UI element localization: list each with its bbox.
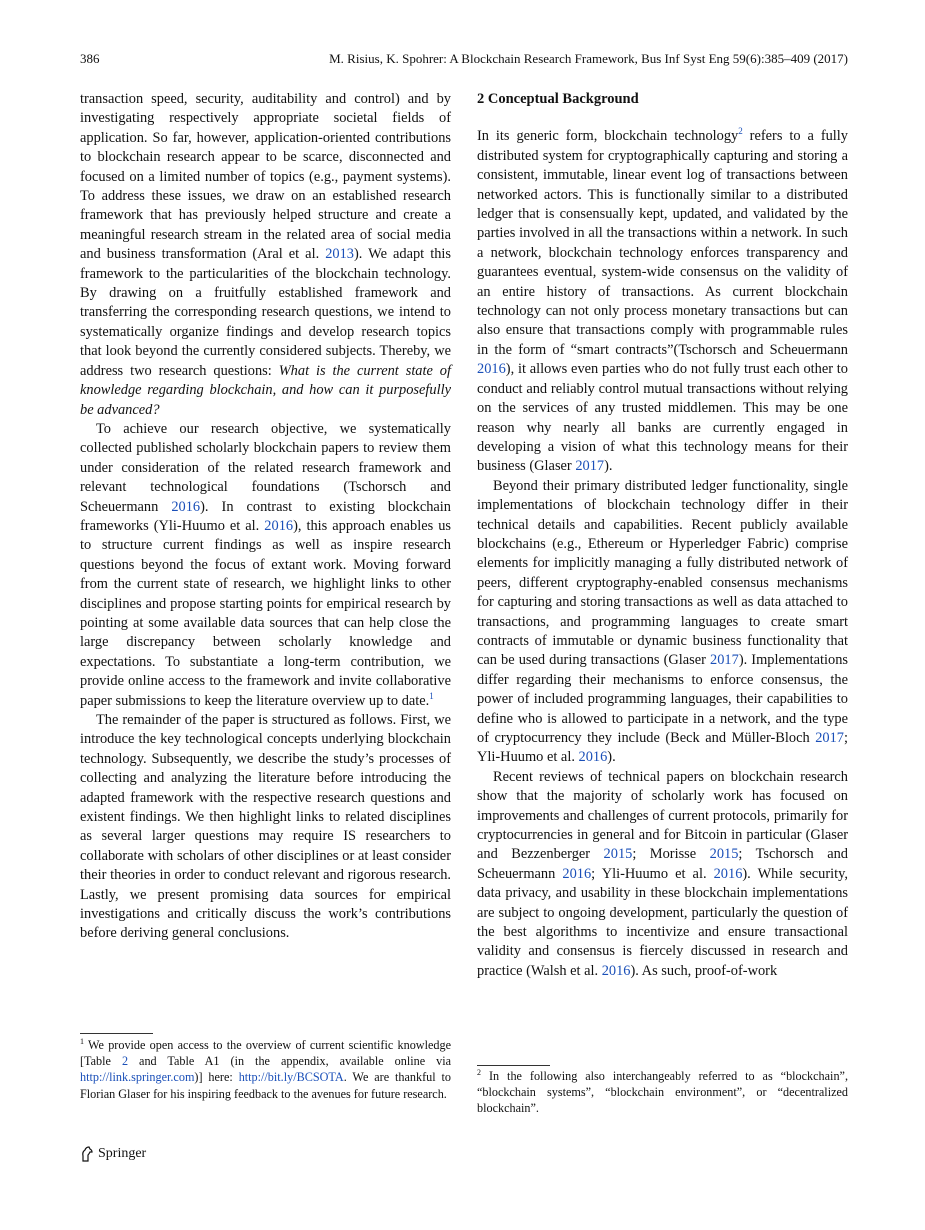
citation-link[interactable]: 2016 <box>477 361 506 378</box>
citation-link[interactable]: 2016 <box>713 865 743 882</box>
text: )] here: <box>194 1070 239 1085</box>
text: transaction speed, security, auditability and control) and by investigating respectively appropriate societal fields of application. So far, however, application-oriented contributions to blockchain research appear to be scarce, disconnected and focused on a limited number of topics (e.g., payment systems). To address these issues, we draw on an established research framework that has previously helped structure and create a meaningful research stream in the related area of social media and business transformation (Aral et al. <box>80 91 451 263</box>
springer-url-link[interactable]: http://link.springer.com <box>80 1070 195 1085</box>
citation-link[interactable]: 2013 <box>325 246 354 263</box>
footnote-mark: 2 <box>477 1068 481 1077</box>
citation-link[interactable]: 2016 <box>171 498 201 515</box>
footnote-divider <box>477 1065 550 1066</box>
springer-horse-icon <box>80 1146 94 1162</box>
text: We provide open access to the overview of current scientific knowledge [Table <box>80 1038 451 1069</box>
footnote-mark: 1 <box>80 1037 84 1046</box>
text: ). We adapt this framework to the particularities of the blockchain technology. By drawing on a fruitfully established framework and transferring the corresponding research questions, we intend to systematically organize findings and develop research topics that look beyond the currently considered subjects. Thereby, we address two research questions: <box>80 246 451 379</box>
footnote-2 <box>477 1068 848 1117</box>
research-questions: What is the current state of knowledge regarding blockchain, and how can it purposefully be advanced? <box>80 362 451 418</box>
text: ; Yli-Huumo et al. <box>477 730 848 766</box>
citation-link[interactable]: 2017 <box>710 652 739 669</box>
text: ). <box>604 458 613 475</box>
text: To achieve our research objective, we systematically collected published scholarly blockchain papers to review them under consideration of the related research framework and relevant technological foundations (Tschorsch and Scheuermann <box>80 420 451 515</box>
footnote-ref[interactable]: 2 <box>738 126 743 137</box>
publisher-footer <box>80 1146 146 1162</box>
text: ). <box>607 749 616 766</box>
text: In its generic form, blockchain technology <box>477 128 739 145</box>
running-title: M. Risius, K. Spohrer: A Blockchain Research Framework, Bus Inf Syst Eng 59(6):385–409 (2017) <box>329 51 848 66</box>
text: Recent reviews of technical papers on blockchain research show that the majority of scholarly work has focused on improvements and challenges of current protocols, primarily for cryptocurrencies in general and for Bitcoin in particular (Glaser and Bezzenberger <box>477 768 848 863</box>
footnote-1 <box>80 1037 451 1102</box>
footnote-ref[interactable]: 1 <box>429 690 434 701</box>
text: refers to a fully distributed system for cryptographically capturing and storing a consistent, immutable, linear event log of transactions between networked actors. This is functionally similar to a distributed ledger that is consensually kept, updated, and validated by the parties involved in all the transactions within a network. In such a network, blockchain technology enforces transparency and guarantees eventual, system-wide consensus on the validity of an entire history of transactions. As current blockchain technology can not only process monetary transactions but can also ensure that transactions comply with programmable rules in the form of “smart contracts”(Tschorsch and Scheuermann <box>477 128 848 358</box>
paragraph <box>477 477 848 768</box>
footnote-divider <box>80 1033 153 1034</box>
bcsota-url-link[interactable]: http://bit.ly/BCSOTA <box>238 1070 344 1085</box>
text: ; Morisse <box>632 846 710 863</box>
text: ), it allows even parties who do not fully trust each other to conduct and reliably control mutual transactions without relying on the services of any trusted middlemen. This may be one reason why nearly all banks are currently engaged in developing a vision of what this technology means for their business (Glaser <box>477 361 848 475</box>
left-column <box>80 90 451 944</box>
text: and Table A1 (in the appendix, available online via <box>128 1054 451 1069</box>
text: ; Tschorsch and Scheuermann <box>477 846 848 882</box>
text: . We are thankful to Florian Glaser for his inspiring feedback to the avenues for future research. <box>80 1070 451 1101</box>
paragraph <box>80 90 451 420</box>
citation-link[interactable]: 2015 <box>603 846 633 863</box>
paragraph <box>80 420 451 711</box>
paragraph <box>477 127 848 476</box>
citation-link[interactable]: 2016 <box>578 749 608 766</box>
citation-link[interactable]: 2016 <box>601 962 631 979</box>
paragraph: The remainder of the paper is structured as follows. First, we introduce the key technological concepts underlying blockchain technology. Subsequently, we describe the study’s processes of collecting and analyzing the literature before introducing the adapted framework with the respective research questions and existent findings. We then highlight links to related disciplines as several larger questions may require IS researchers to collaborate with scholars of other disciplines or at least consider their theories in order to conduct relevant and rigorous research. Lastly, we present promising data sources for empirical investigations and critically discuss the work’s contributions before deriving general conclusions. <box>80 712 451 942</box>
text: ). As such, proof-of-work <box>630 962 778 979</box>
text: ; Yli-Huumo et al. <box>591 865 714 882</box>
citation-link[interactable]: 2017 <box>815 730 844 746</box>
page-number: 386 <box>80 51 100 66</box>
text: Beyond their primary distributed ledger functionality, single implementations of blockchain technology differ in their technical details and capabilities. Recent publicly available blockchains (e.g., Ethereum or Hyperledger Fabric) comprise elements for implicitly managing a fully distributed network of peers, different cryptography-enabled consensus mechanisms for capturing and storing transactions as well as data attached to transactions, and programming languages to create smart contracts of immutable or dynamic business functionality that can be used during transactions (Glaser <box>477 477 848 669</box>
citation-link[interactable]: 2016 <box>264 517 294 534</box>
citation-link[interactable]: 2015 <box>709 846 739 863</box>
table-link[interactable]: 2 <box>121 1054 129 1069</box>
paragraph <box>477 768 848 981</box>
text: ). In contrast to existing blockchain frameworks (Yli-Huumo et al. <box>80 498 451 534</box>
text: In the following also interchangeably referred to as “blockchain”, “blockchain systems”, “blockchain environment”, or “decentralized blockchain”. <box>477 1069 848 1116</box>
section-title: 2 Conceptual Background <box>477 91 639 107</box>
citation-link[interactable]: 2017 <box>575 458 605 475</box>
right-column <box>477 90 848 981</box>
text: ), this approach enables us to structure current findings as well as inspire research questions beyond the focus of extant work. Moving forward from the current state of research, we highlight links to other disciplines and propose starting points for empirical research by pointing at some available data sources that can help close the large discrepancy between scholarly knowledge and expectations. To substantiate a long-term contribution, we provide online access to the framework and invite collaborative paper submissions to keep the literature overview up to date. <box>80 517 451 709</box>
citation-link[interactable]: 2016 <box>562 865 592 882</box>
text: ). Implementations differ regarding their mechanisms to enforce consensus, the power of included programming languages, their capabilities to define who is allowed to participate in a network, and the type of cryptocurrency they include (Beck and Müller-Bloch <box>477 652 848 746</box>
text: ). While security, data privacy, and usability in these blockchain implementations are subject to ongoing development, particularly the question of the best algorithms to incentivize and ensure transactional validity and consensus is fiercely discussed in research and practice (Walsh et al. <box>477 865 849 979</box>
publisher-name: Springer <box>98 1146 147 1161</box>
